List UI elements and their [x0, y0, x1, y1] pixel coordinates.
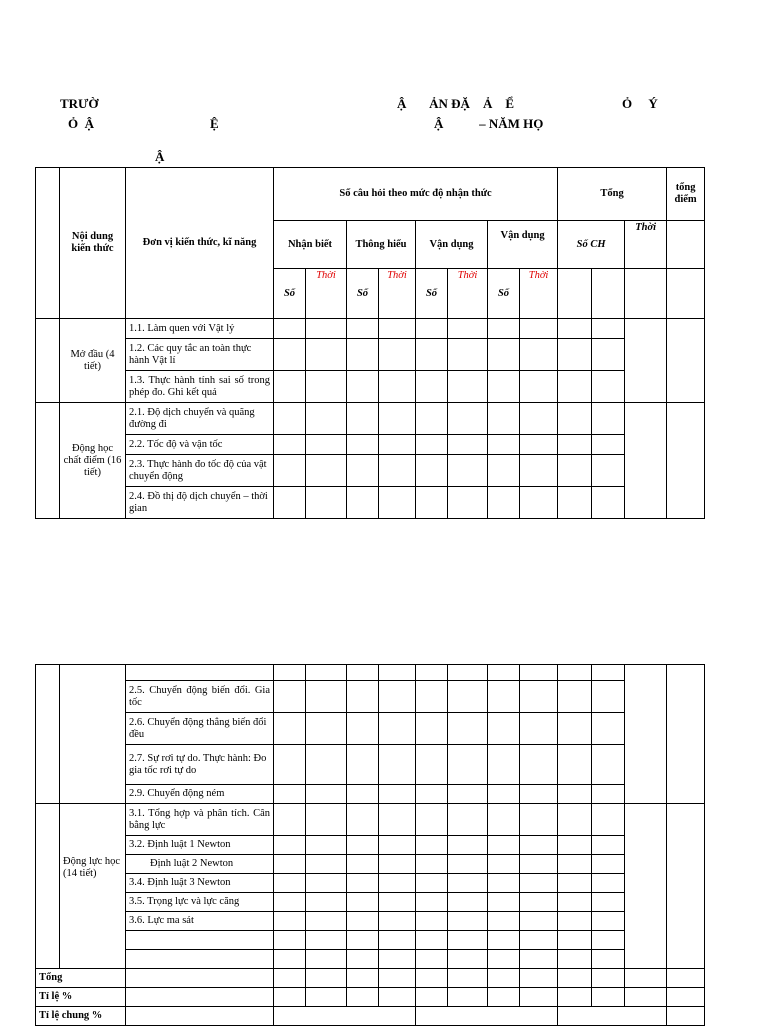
unit-cell: Định luật 2 Newton: [126, 855, 274, 874]
header-title-mid: Ậ ẢN ĐẶ Ả Ể: [397, 96, 514, 111]
nb-thoi: Thời: [306, 269, 347, 319]
socauhoi-header: Số câu hỏi theo mức độ nhận thức: [274, 168, 558, 221]
vdc-thoi: Thời: [520, 269, 558, 319]
header-subtitle: Ậ: [155, 149, 165, 164]
footer-tong: Tổng: [36, 969, 126, 988]
unit-cell: 2.5. Chuyển động biến đổi. Gia tốc: [126, 681, 274, 713]
unit-cell: [126, 950, 274, 969]
unit-cell: 3.6. Lực ma sát: [126, 912, 274, 931]
header-school-year: Ậ – NĂM HỌ: [434, 116, 544, 131]
tong-so-ch: Số CH: [558, 221, 625, 269]
donvi-header: Đơn vị kiến thức, kĩ năng: [126, 168, 274, 319]
header-subject: Ệ: [210, 116, 219, 131]
th-so: Số: [347, 269, 379, 319]
vd-so: Số: [416, 269, 448, 319]
vd-thoi: Thời: [448, 269, 488, 319]
header-group: Ỏ Ậ: [68, 116, 94, 131]
tongdiem-sub: [667, 221, 705, 269]
unit-cell: 2.2. Tốc độ và vận tốc: [126, 435, 274, 455]
footer-tile: Tỉ lệ %: [36, 988, 126, 1007]
unit-cell: 3.4. Định luật 3 Newton: [126, 874, 274, 893]
topic-name: Động lực học (14 tiết): [60, 804, 126, 969]
unit-cell: 3.5. Trọng lực và lực căng: [126, 893, 274, 912]
tong-header: Tổng: [558, 168, 667, 221]
stt-header-cell: [36, 168, 60, 319]
nb-so: Số: [274, 269, 306, 319]
level-vandungcao: Vận dụng: [488, 221, 558, 269]
unit-cell: 2.4. Đồ thị độ dịch chuyển – thời gian: [126, 487, 274, 519]
unit-cell: 3.2. Định luật 1 Newton: [126, 836, 274, 855]
footer-tile-chung: Tỉ lệ chung %: [36, 1007, 126, 1026]
unit-cell: 2.7. Sự rơi tự do. Thực hành: Đo gia tốc rơi tự do: [126, 745, 274, 785]
noidung-header: Nội dung kiến thức: [60, 168, 126, 319]
unit-cell: 3.1. Tổng hợp và phân tích. Cân bằng lực: [126, 804, 274, 836]
tongdiem-header: tổng điểm: [667, 168, 705, 221]
unit-cell: [126, 665, 274, 681]
level-thonghieu: Thông hiểu: [347, 221, 416, 269]
header-title-right: Ỏ Ý: [622, 96, 658, 111]
vdc-so: Số: [488, 269, 520, 319]
matrix-table-1: [35, 167, 705, 519]
level-vandung: Vận dụng: [416, 221, 488, 269]
tong-thoi: Thời: [625, 221, 667, 269]
unit-cell: [126, 931, 274, 950]
unit-cell: 2.9. Chuyển động ném: [126, 785, 274, 804]
topic-name: Mở đầu (4 tiết): [60, 319, 126, 403]
unit-cell: 1.3. Thực hành tính sai số trong phép đo. Ghi kết quả: [126, 371, 274, 403]
unit-cell: 1.2. Các quy tắc an toàn thực hành Vật lí: [126, 339, 274, 371]
unit-cell: 2.6. Chuyển động thẳng biến đổi đều: [126, 713, 274, 745]
unit-cell: 1.1. Làm quen với Vật lý: [126, 319, 274, 339]
unit-cell: 2.3. Thực hành đo tốc độ của vật chuyển động: [126, 455, 274, 487]
unit-cell: 2.1. Độ dịch chuyển và quãng đường đi: [126, 403, 274, 435]
level-nhanbiet: Nhận biết: [274, 221, 347, 269]
topic-name: Động học chất điểm (16 tiết): [60, 403, 126, 519]
header-school: TRƯỜ: [60, 96, 99, 111]
th-thoi: Thời: [379, 269, 416, 319]
matrix-table-2: [35, 664, 705, 1026]
